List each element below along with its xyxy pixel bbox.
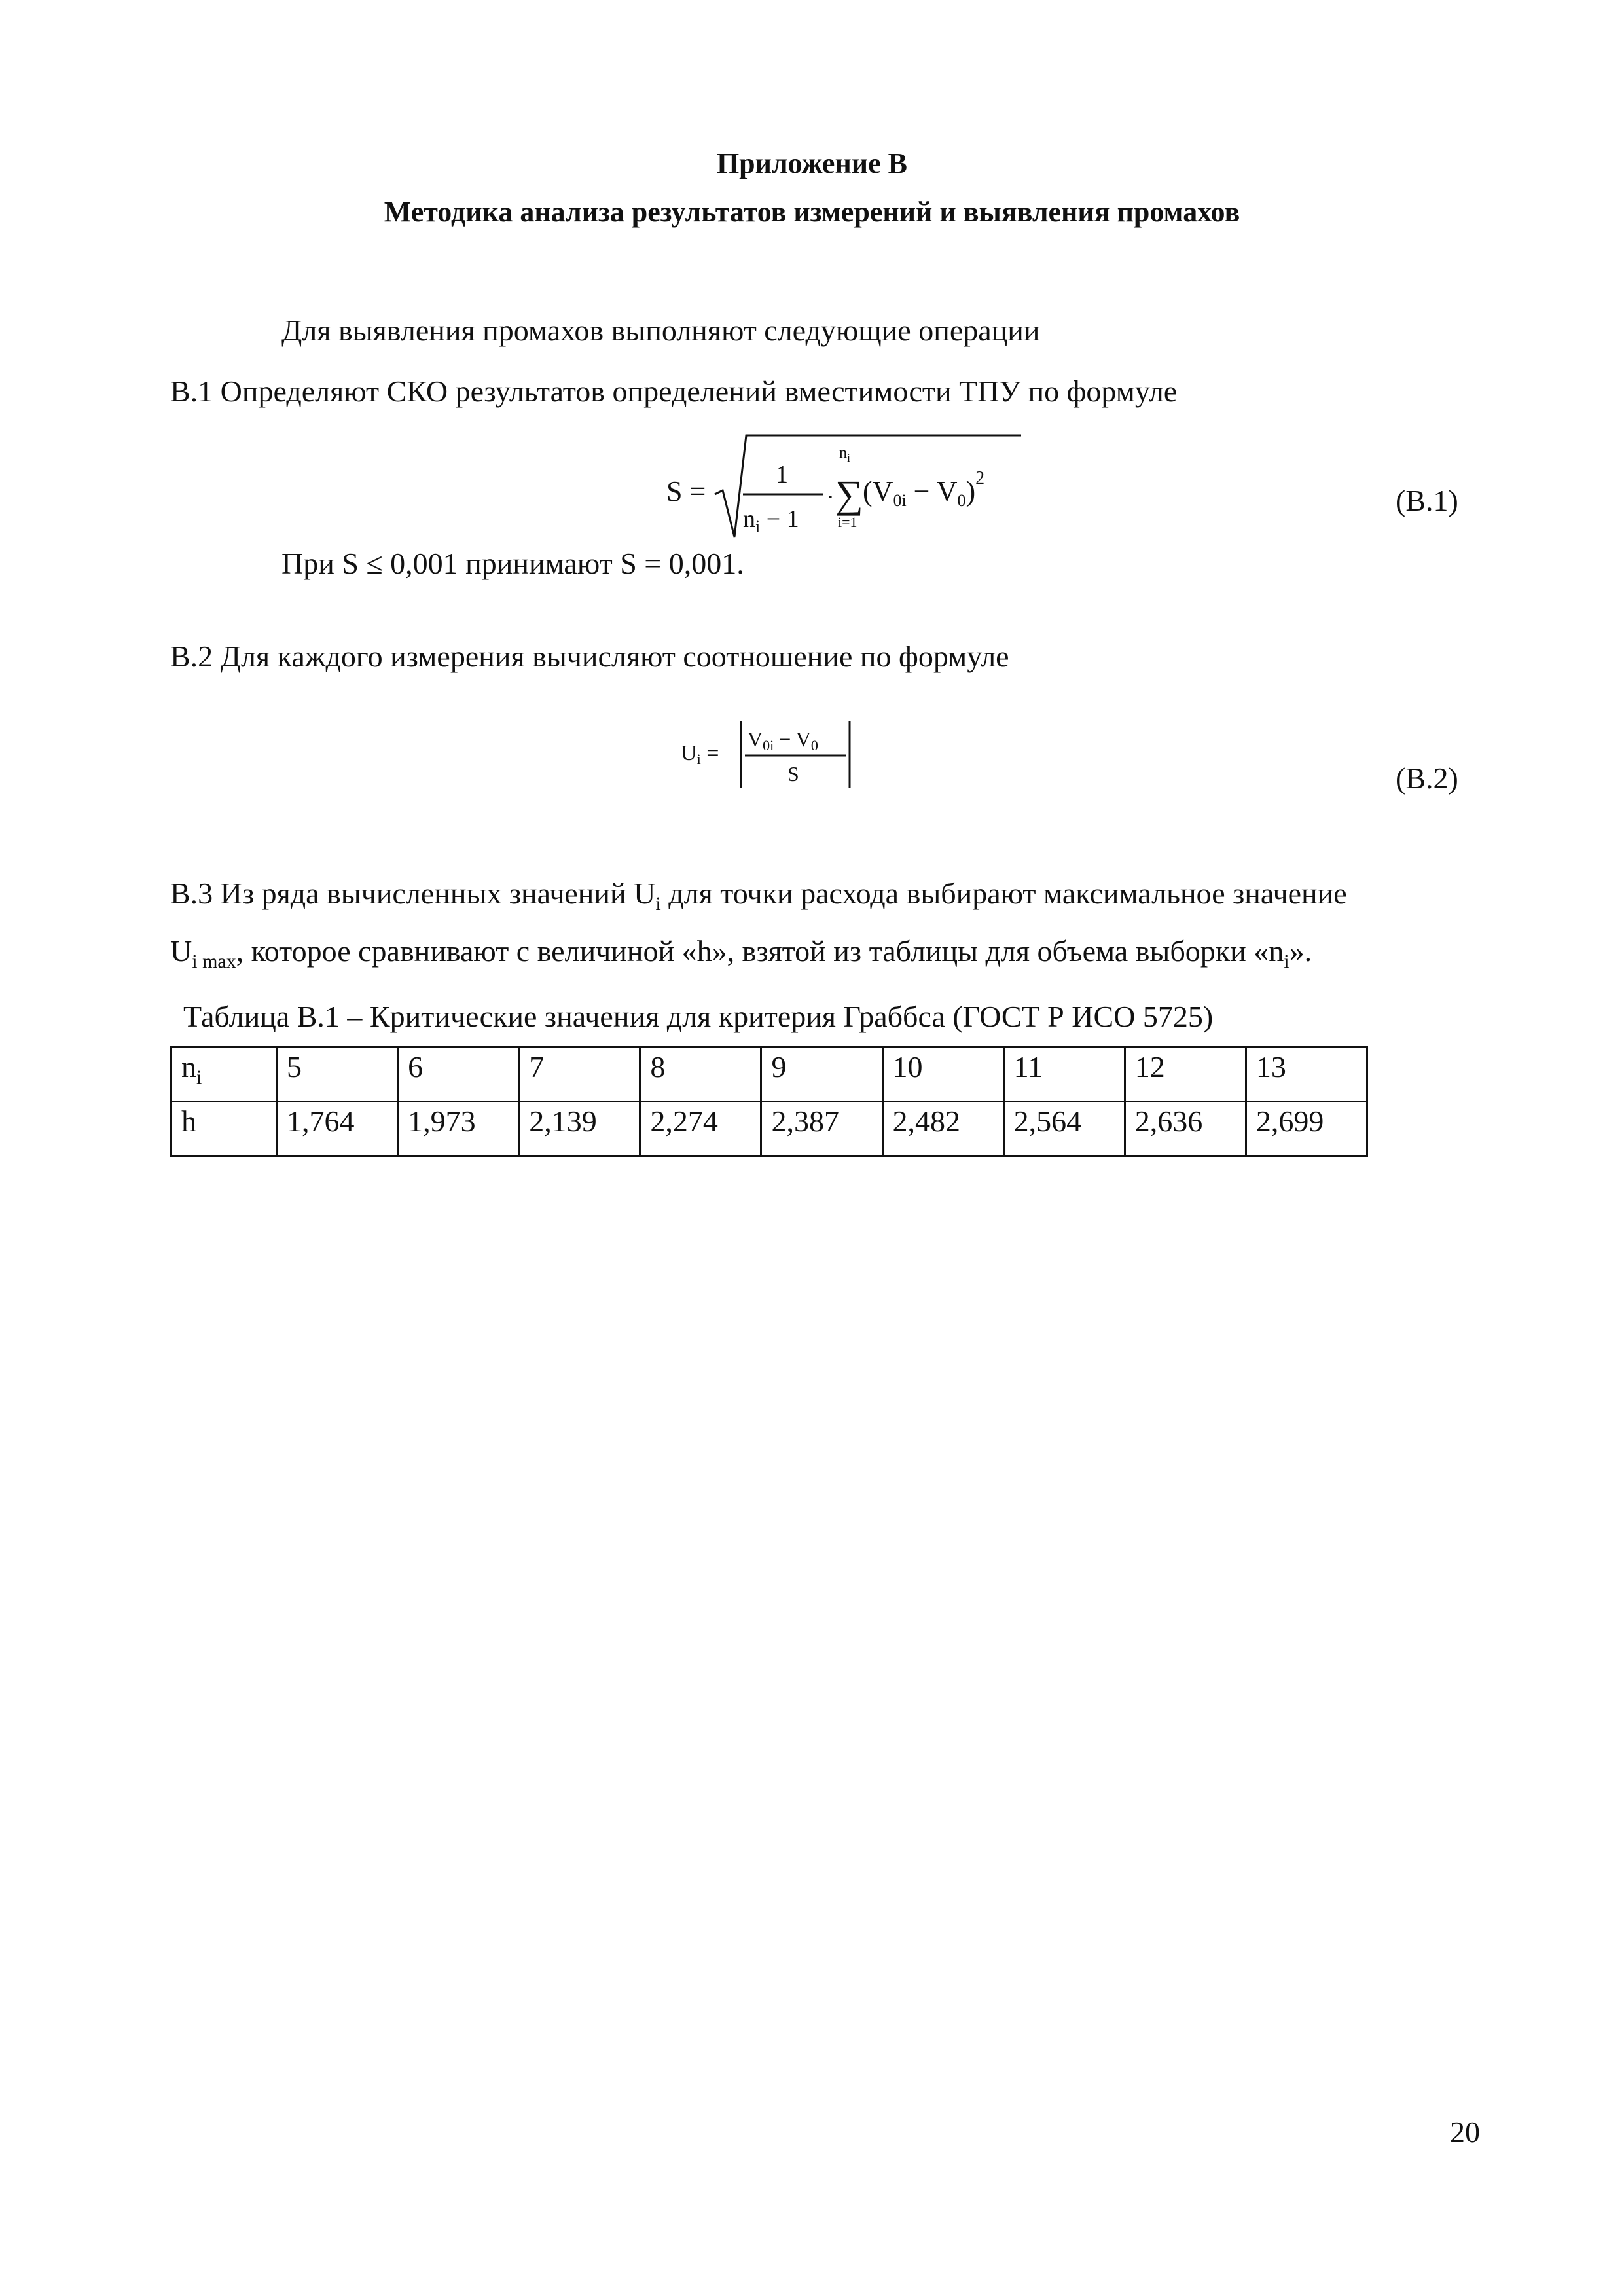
table-cell-h: 2,564 (1003, 1102, 1125, 1156)
formula-b2-number: (В.2) (1396, 761, 1458, 795)
table-cell-h: 2,636 (1125, 1102, 1246, 1156)
table-cell-h: 2,274 (640, 1102, 761, 1156)
section-b3-line2: $U_{i max}$, которое сравнивают с величиной «h», взятой из таблицы для объема выборки «$n_i$». (170, 934, 1312, 973)
table-cell-h: 1,764 (277, 1102, 398, 1156)
section-b1-note: При S ≤ 0,001 принимают S = 0,001. (281, 547, 744, 580)
sum-upper-limit: $n_i$ (839, 445, 851, 464)
table-cell-h: 2,482 (882, 1102, 1003, 1156)
sum-sign-icon: ∑ (835, 473, 863, 516)
formula-b2 (674, 712, 871, 797)
intro-text: Для выявления промахов выполняют следующие операции (281, 314, 1040, 347)
row-label-n: $n_i$ (171, 1048, 277, 1102)
appendix-title: Приложение В (716, 147, 908, 179)
table-row-n (171, 1048, 1367, 1102)
sum-lower-limit: i=1 (838, 514, 857, 530)
table-cell-h: 2,699 (1246, 1102, 1367, 1156)
formula-b1-term: $(V0i - V0)^2$ (863, 468, 985, 510)
formula-b1 (655, 429, 1047, 547)
table-cell-n: 11 (1003, 1048, 1125, 1102)
section-b2-text: В.2 Для каждого измерения вычисляют соотношение по формуле (170, 640, 1009, 673)
dot-operator: · (827, 485, 835, 509)
formula-b2-den: S (787, 762, 799, 786)
appendix-subtitle: Методика анализа результатов измерений и выявления промахов (384, 196, 1240, 228)
table-row-h (171, 1102, 1367, 1156)
row-label-h: h (171, 1102, 277, 1156)
grubbs-table (170, 1046, 1368, 1157)
page-number: 20 (1450, 2115, 1480, 2149)
table-caption: Таблица В.1 – Критические значения для критерия Граббса (ГОСТ Р ИСО 5725) (183, 1000, 1214, 1033)
table-cell-h: 2,387 (761, 1102, 882, 1156)
formula-b2-num: V0i − V0 (748, 727, 818, 754)
formula-b1-number: (В.1) (1396, 484, 1458, 517)
table-cell-n: 5 (277, 1048, 398, 1102)
table-cell-h: 1,973 (398, 1102, 519, 1156)
table-cell-n: 12 (1125, 1048, 1246, 1102)
section-b3-line1: В.3 Из ряда вычисленных значений $U_i$ для точки расхода выбирают максимальное значение (170, 877, 1347, 915)
table-cell-h: 2,139 (519, 1102, 640, 1156)
table-cell-n: 10 (882, 1048, 1003, 1102)
table-cell-n: 7 (519, 1048, 640, 1102)
formula-b1-den: $n_i - 1$ (743, 505, 799, 536)
table-cell-n: 13 (1246, 1048, 1367, 1102)
table-cell-n: 8 (640, 1048, 761, 1102)
section-b1-text: В.1 Определяют СКО результатов определений вместимости ТПУ по формуле (170, 374, 1178, 408)
formula-b1-lhs: S = (666, 475, 706, 507)
table-cell-n: 6 (398, 1048, 519, 1102)
formula-b1-num: 1 (776, 461, 788, 488)
formula-b2-lhs: Ui = (681, 741, 719, 767)
table-cell-n: 9 (761, 1048, 882, 1102)
